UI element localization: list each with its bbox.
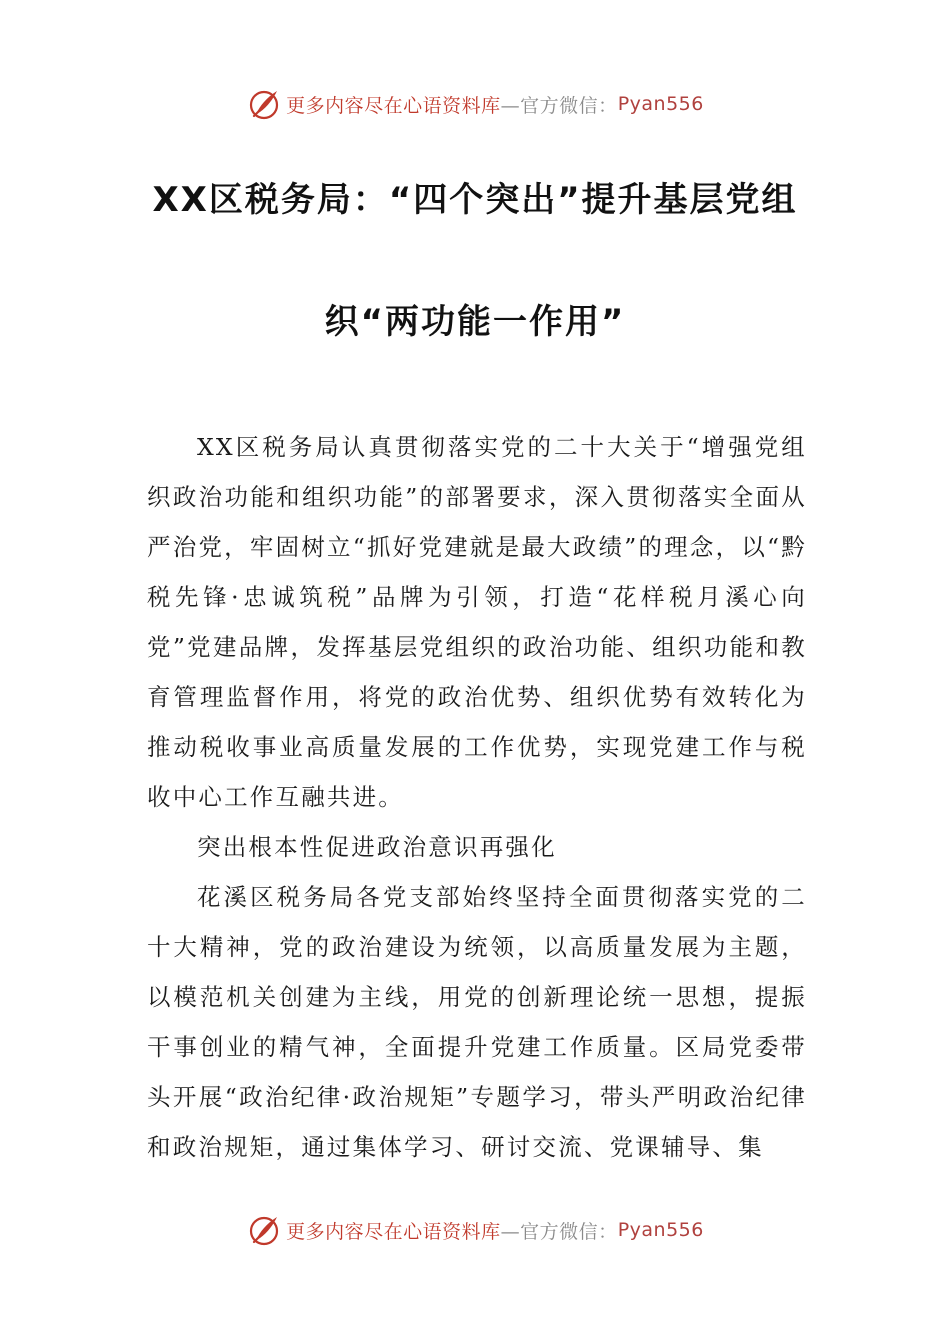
watermark-brand-text: 更多内容尽在心语资料库	[286, 1220, 501, 1243]
header-watermark	[0, 84, 950, 124]
document-body	[147, 422, 807, 1172]
section-heading: 突出根本性促进政治意识再强化	[197, 833, 557, 861]
quill-logo-icon	[246, 86, 282, 122]
body-paragraph-intro: XX区税务局认真贯彻落实党的二十大关于“增强党组织政治功能和组织功能”的部署要求，深入贯彻落实全面从严治党，牢固树立“抓好党建就是最大政绩”的理念，以“黔税先锋·忠诚筑税”品牌为引领，打造“花样税月溪心向党”党建品牌，发挥基层党组织的政治功能、组织功能和教育管理监督作用，将党的政治优势、组织优势有效转化为推动税收事业高质量发展的工作优势，实现党建工作与税收中心工作互融共进。	[147, 433, 807, 811]
watermark-wechat-label: —官方微信：	[500, 94, 618, 117]
watermark-brand-text: 更多内容尽在心语资料库	[286, 94, 501, 117]
footer-watermark	[0, 1210, 950, 1250]
watermark-wechat-label: —官方微信：	[500, 1220, 618, 1243]
body-paragraph-section-1: 花溪区税务局各党支部始终坚持全面贯彻落实党的二十大精神，党的政治建设为统领，以高质量发展为主题，以模范机关创建为主线，用党的创新理论统一思想，提振干事创业的精气神，全面提升党建工作质量。区局党委带头开展“政治纪律·政治规矩”专题学习，带头严明政治纪律和政治规矩，通过集体学习、研讨交流、党课辅导、集	[147, 883, 807, 1161]
watermark-wechat-id: Pyan556	[617, 93, 704, 115]
document-title-line-2: 织“两功能一作用”	[324, 302, 626, 342]
document-title-line-1: XX区税务局：“四个突出”提升基层党组	[152, 180, 798, 220]
quill-logo-icon	[246, 1212, 282, 1248]
watermark-wechat-id: Pyan556	[617, 1219, 704, 1241]
